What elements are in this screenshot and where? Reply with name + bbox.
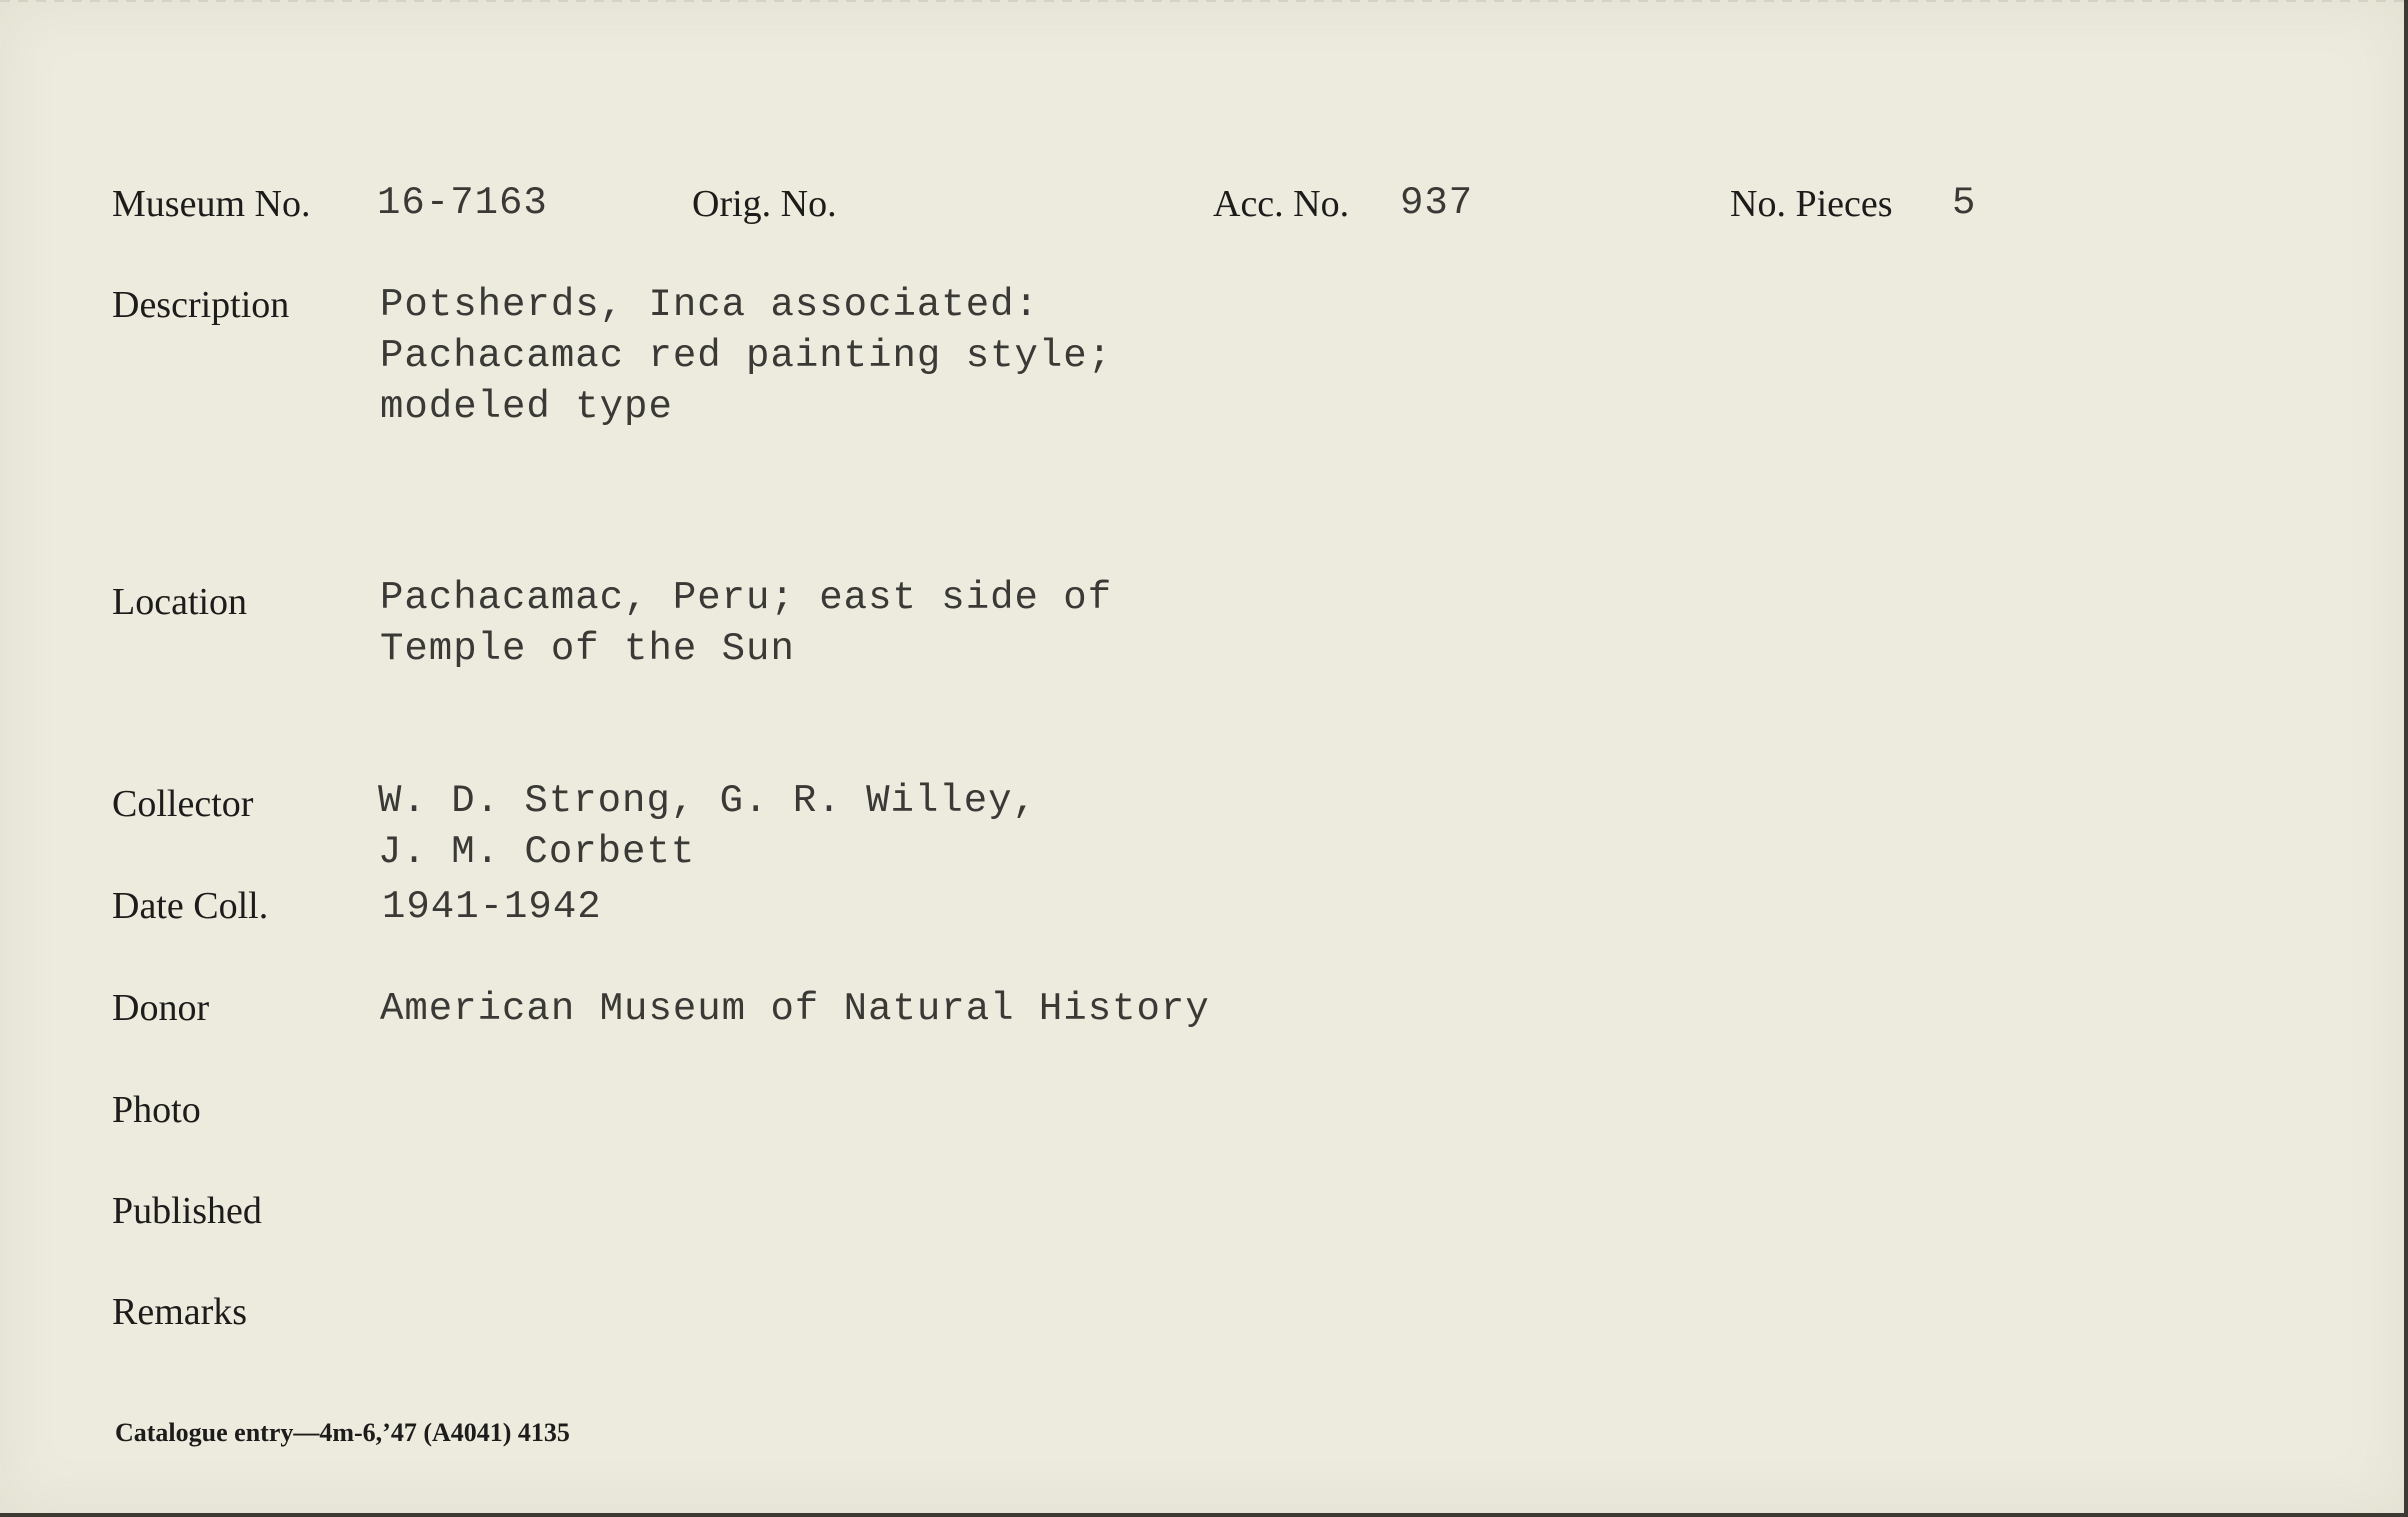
- description-value: Potsherds, Inca associated: Pachacamac red painting style; modeled type: [380, 283, 1113, 429]
- no-pieces-value: 5: [1952, 181, 1977, 225]
- published-label: Published: [112, 1190, 262, 1232]
- date-coll-label: Date Coll.: [112, 885, 269, 927]
- museum-no-label: Museum No.: [112, 183, 311, 225]
- card-top-edge: [0, 0, 2404, 2]
- acc-no-label: Acc. No.: [1213, 183, 1350, 225]
- remarks-label: Remarks: [112, 1291, 248, 1333]
- photo-label: Photo: [112, 1089, 201, 1131]
- date-coll-value: 1941-1942: [382, 885, 602, 929]
- catalogue-entry-footer: Catalogue entry—4m-6,’47 (A4041) 4135: [115, 1418, 570, 1447]
- location-value: Pachacamac, Peru; east side of Temple of the Sun: [380, 576, 1113, 671]
- collector-value: W. D. Strong, G. R. Willey, J. M. Corbett: [378, 779, 1037, 874]
- museum-no-value: 16-7163: [377, 181, 548, 225]
- donor-label: Donor: [112, 987, 210, 1029]
- description-label: Description: [112, 284, 290, 326]
- acc-no-value: 937: [1400, 181, 1474, 225]
- location-label: Location: [112, 581, 248, 623]
- donor-value: American Museum of Natural History: [380, 987, 1210, 1031]
- no-pieces-label: No. Pieces: [1730, 183, 1893, 225]
- orig-no-label: Orig. No.: [692, 183, 837, 225]
- collector-label: Collector: [112, 783, 254, 825]
